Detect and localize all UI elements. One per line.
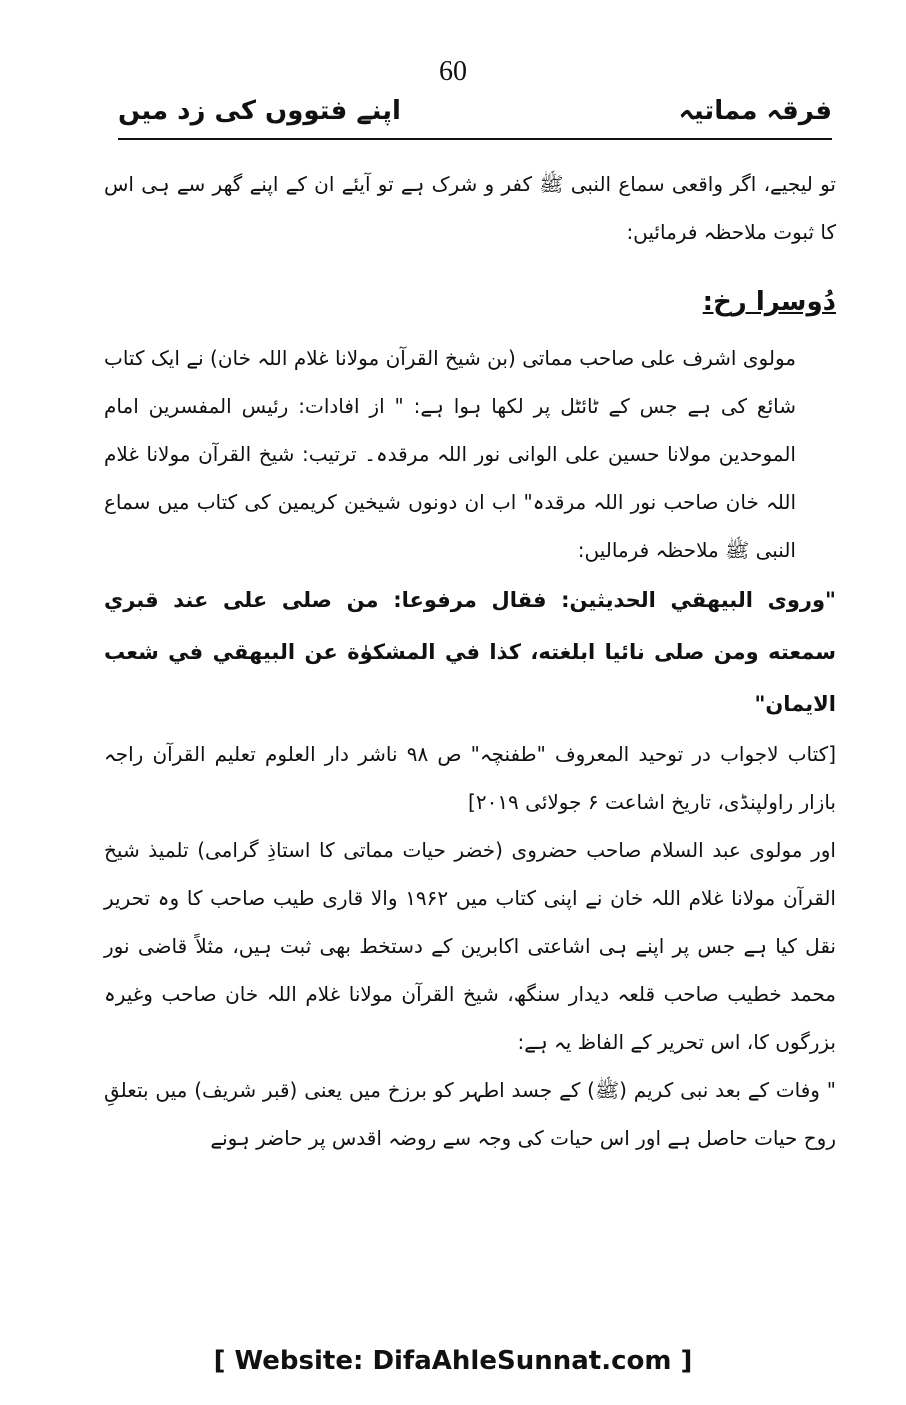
page-body xyxy=(104,160,836,1162)
body-paragraph-2: اور مولوی عبد السلام صاحب حضروی (خضر حیات مماتی کا استاذِ گرامی) تلمیذ شیخ القرآن مولانا غلام اللہ خان نے اپنی کتاب میں ۱۹۶۲ والا قاری طیب صاحب کا وہ تحریر نقل کیا ہے جس پر اپنے ہی اشاعتی اکابرین کے دستخط بھی ثبت ہیں، مثلاً قاضی نور محمد خطیب صاحب قلعہ دیدار سنگھ، شیخ القرآن مولانا غلام اللہ خان صاحب وغیرہ بزرگوں کا، اس تحریر کے الفاظ یہ ہے: xyxy=(104,838,836,1054)
body-paragraph-3: " وفات کے بعد نبی کریم (ﷺ) کے جسد اطہر کو برزخ میں یعنی (قبر شریف) میں بتعلقِ روح حیات حاصل ہے اور اس حیات کی وجہ سے روضہ اقدس پر حاضر ہونے xyxy=(104,1078,836,1150)
running-header xyxy=(118,96,832,132)
intro-paragraph: تو لیجیے، اگر واقعی سماع النبی ﷺ کفر و شرک ہے تو آیئے ان کے اپنے گھر سے ہی اس کا ثبوت ملاحظہ فرمائیں: xyxy=(104,172,836,244)
book-reference: [کتاب لاجواب در توحید المعروف "طفنچہ" ص ۹۸ ناشر دار العلوم تعلیم القرآن راجہ بازار راولپنڈی، تاریخ اشاعت ۶ جولائی ۲۰۱۹] xyxy=(104,742,836,814)
running-title: اپنے فتووں کی زد میں xyxy=(118,96,401,126)
page-number: 60 xyxy=(439,56,467,87)
section-heading: دُوسرا رخ: xyxy=(702,287,836,317)
website-footer: [ Website: DifaAhleSunnat.com ] xyxy=(213,1346,693,1376)
book-title: فرقہ مماتیہ xyxy=(678,96,832,126)
header-divider xyxy=(118,138,832,140)
body-paragraph-1: مولوی اشرف علی صاحب مماتی (بن شیخ القرآن مولانا غلام اللہ خان) نے ایک کتاب شائع کی ہے جس کے ٹائٹل پر لکھا ہوا ہے: " از افادات: رئیس المفسرین امام الموحدین مولانا حسین علی الوانی نور اللہ مرقدہ۔ ترتیب: شیخ القرآن مولانا غلام اللہ خان صاحب نور اللہ مرقدہ" اب ان دونوں شیخین کریمین کی کتاب میں سماع النبی ﷺ ملاحظہ فرمالیں: xyxy=(104,346,796,562)
arabic-hadith-quote: "وروى البيهقي الحديثين: فقال مرفوعا: من صلى على عند قبري سمعته ومن صلى نائيا ابلغته، كذا في المشكوٰة عن البيهقي في شعب الايمان" xyxy=(104,588,836,716)
